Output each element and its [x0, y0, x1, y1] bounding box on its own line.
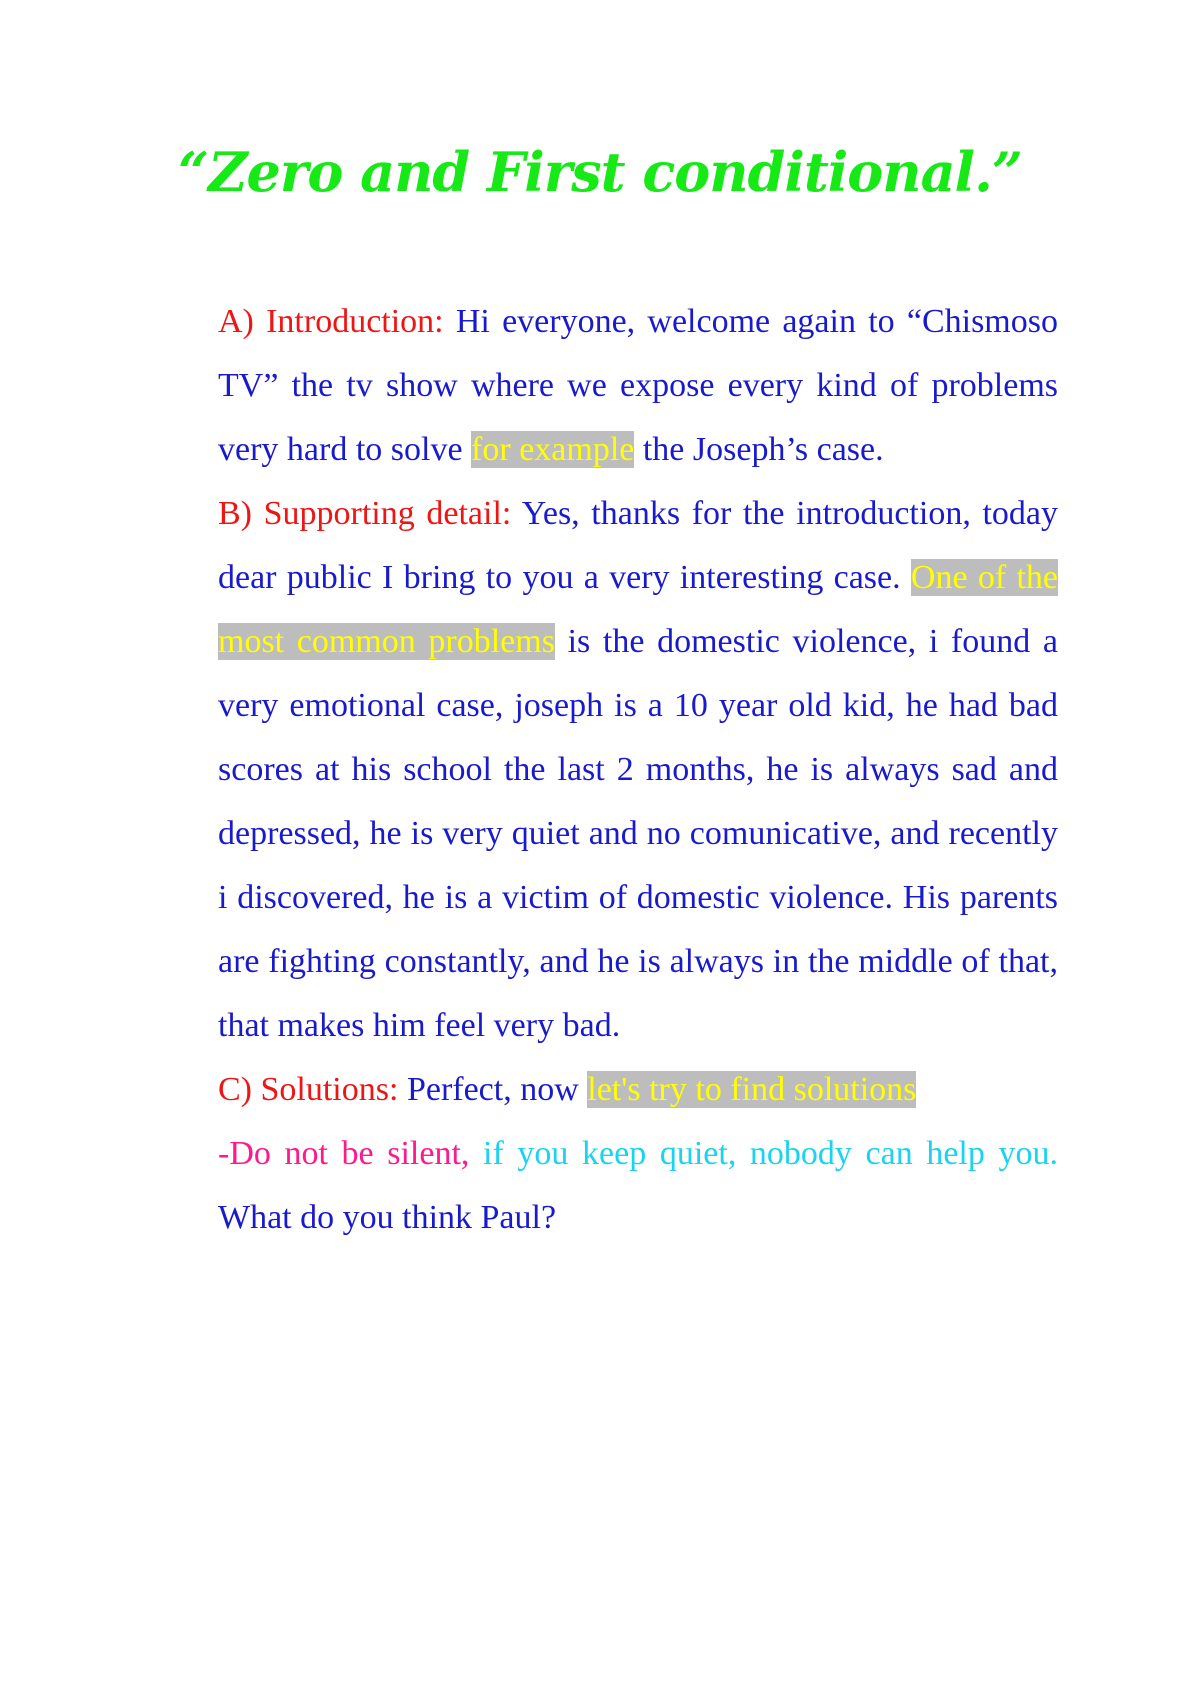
introduction-label: A) Introduction:	[218, 303, 444, 340]
introduction-text-end: the Joseph’s case.	[634, 431, 884, 468]
advice-question: What do you think Paul?	[218, 1199, 557, 1236]
supporting-label: B) Supporting detail:	[218, 495, 512, 532]
supporting-text-end: is the domestic violence, i found a very emotional case, joseph is a 10 year old kid, he had bad scores at his school the last 2 months, he is always sad and depressed, he is very quiet and no comunicative, and recently i discovered, he is a victim of domestic violence. His parents are fighting constantly, and he is always in the middle of that, that makes him feel very bad.	[218, 623, 1058, 1044]
introduction-text: Hi everyone, welcome again to “Chismoso TV” the tv show where we expose every kind of problems very hard to solve	[218, 303, 1058, 468]
solutions-highlight: let's try to find solutions	[587, 1071, 917, 1108]
solutions-text: Perfect, now	[398, 1071, 588, 1108]
advice-pink-text: -Do not be silent,	[218, 1135, 470, 1172]
solutions-paragraph	[218, 1058, 1058, 1122]
introduction-paragraph	[218, 290, 1058, 482]
introduction-highlight: for example	[471, 431, 635, 468]
supporting-highlight: One of the most common problems	[218, 559, 1058, 660]
document-title: “Zero and First conditional.”	[178, 140, 1022, 204]
supporting-paragraph	[218, 482, 1058, 1058]
solutions-label: C) Solutions:	[218, 1071, 399, 1108]
advice-cyan-text: if you keep quiet, nobody can help you.	[469, 1135, 1058, 1172]
document-body	[218, 290, 1058, 1250]
supporting-text: Yes, thanks for the introduction, today dear public I bring to you a very interesting case.	[218, 495, 1058, 596]
advice-paragraph	[218, 1122, 1058, 1250]
